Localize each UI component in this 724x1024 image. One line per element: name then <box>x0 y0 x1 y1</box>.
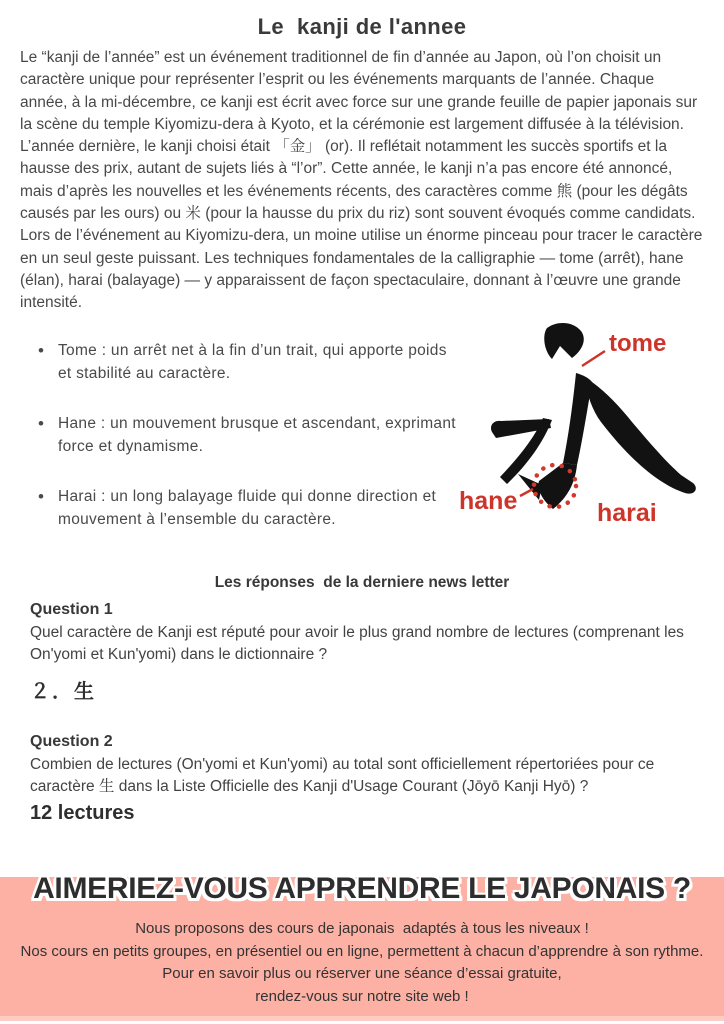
techniques-list <box>20 335 459 558</box>
question-1-label: Question 1 <box>30 600 113 618</box>
cta-line: Nous proposons des cours de japonais adaptés à tous les niveaux ! <box>135 920 589 937</box>
harai-label: harai <box>597 498 657 527</box>
question-2-block <box>30 730 700 825</box>
list-item-tome: • Tome : un arrêt net à la fin d’un trait, qui apporte poids et stabilité au caractère. <box>20 339 459 385</box>
hane-label: hane <box>459 486 518 515</box>
last-year-paragraph: L’année dernière, le kanji choisi était 「金」 (or). Il reflétait notamment les succès sportifs et la hausse des prix, autant de sujets liés à “l’or”. Cette année, le kanji n’a pas encore été annoncé, mais d’après les nouvelles et les événements récents, des caractères comme 熊 (pour les dégâts causés par les ours) ou 米 (pour la hausse du prix du riz) sont souvent évoqués comme candidats. <box>20 138 696 223</box>
cta-line: Nos cours en petits groupes, en présentiel ou en ligne, permettent à chacun d’apprendre à son rythme. <box>20 942 704 960</box>
cta-line: rendez-vous sur notre site web ! <box>255 987 469 1005</box>
answers-heading: Les réponses de la derniere news letter <box>214 573 510 591</box>
list-item-hane: • Hane : un mouvement brusque et ascendant, exprimant force et dynamisme. <box>20 412 459 458</box>
techniques-section <box>20 329 704 558</box>
tome-label: tome <box>609 329 667 357</box>
list-item-harai: • Harai : un long balayage fluide qui donne direction et mouvement à l’ensemble du caractère. <box>20 485 459 531</box>
page-title: Le kanji de l'annee <box>257 14 467 39</box>
ceremony-paragraph: Lors de l’événement au Kiyomizu-dera, un moine utilise un énorme pinceau pour tracer le caractère en un seul geste puissant. Les techniques fondamentales de la calligraphie — tome (arrêt), hane (élan), harai (balayage) — y apparaissent de façon spectaculaire, donnant à l’œuvre une grande intensité. <box>20 227 703 312</box>
question-1-block <box>30 598 700 704</box>
kanji-calligraphy-figure <box>459 319 704 537</box>
question-1-text: Quel caractère de Kanji est réputé pour avoir le plus grand nombre de lectures (comprenant les On'yomi et Kun'yomi) dans le dictionnaire ? <box>30 623 684 663</box>
cta-banner <box>0 872 724 1016</box>
question-2-answer: 12 lectures <box>30 801 135 824</box>
intro-paragraph: Le “kanji de l’année” est un événement traditionnel de fin d’année au Japon, où l’on choisit un caractère unique pour représenter l’esprit ou les événements marquants de l’année. Chaque année, à la mi-décembre, ce kanji est écrit avec force sur une grande feuille de papier japonais sur la scène du temple Kiyomizu-dera à Kyoto, et la cérémonie est largement diffusée à la télévision. <box>20 49 698 133</box>
question-2-text: Combien de lectures (On'yomi et Kun'yomi) au total sont officiellement répertoriées pour ce caractère 生 dans la Liste Officielle des Kanji d'Usage Courant (Jōyō Kanji Hyō) ? <box>30 755 655 795</box>
tome-pointer-line <box>582 351 605 366</box>
question-2-label: Question 2 <box>30 732 113 750</box>
cta-heading: AIMERIEZ-VOUS APPRENDRE LE JAPONAIS ? <box>33 872 691 905</box>
cta-line: Pour en savoir plus ou réserver une séance d’essai gratuite, <box>162 965 562 982</box>
question-1-answer: ２．生 <box>30 680 96 703</box>
newsletter-answers-section <box>20 574 704 825</box>
hane-pointer-line <box>520 489 533 496</box>
